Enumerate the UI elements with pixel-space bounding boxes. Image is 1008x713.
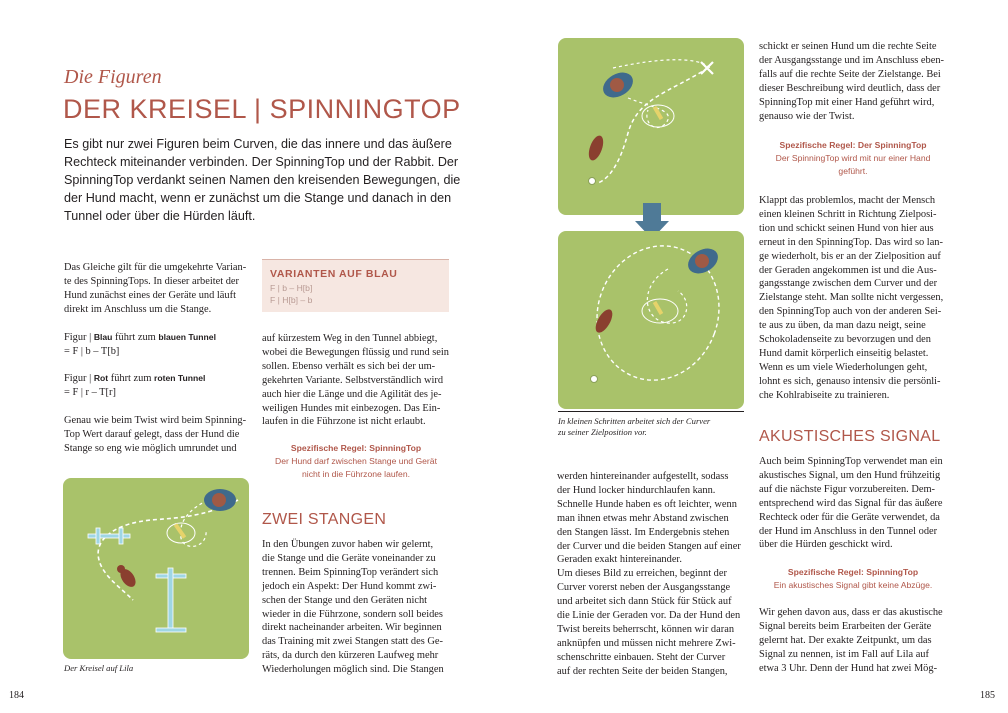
body-column-4-top — [759, 40, 951, 123]
body-line: direkt im Anschluss um die Stange. — [64, 303, 212, 315]
body-line: Hund zunächst eines der Geräte und läuft — [64, 289, 236, 301]
hurdle-icon — [88, 534, 130, 538]
formula-red: = F | r – T[r] — [64, 387, 116, 399]
body-line: weiligen Hundes mit einbezogen. Das Ein- — [262, 402, 441, 414]
rule-line: Der SpinningTop wird mit nur einer Hand — [775, 153, 931, 163]
variants-line: F | H[b] – b — [270, 295, 313, 305]
lead-paragraph — [64, 135, 464, 225]
page-number-right: 185 — [980, 690, 995, 701]
rule-heading: Spezifische Regel: SpinningTop — [787, 567, 919, 577]
body-line: sollen. Ebenso verhält es sich bei der um- — [262, 360, 436, 372]
body-line: SpinningTop mit einer Hand geführt wird, — [759, 96, 935, 108]
lead-line: Es gibt nur zwei Figuren beim Curven, die das innere und das äußere — [64, 137, 452, 151]
body-line: Auch beim SpinningTop verwendet man ein — [759, 456, 943, 467]
body-line: Wir gehen davon aus, dass er das akustische — [759, 607, 943, 618]
lead-line: Tunnel oder über die Hürden läuft. — [64, 209, 256, 223]
body-column-4-end — [759, 606, 951, 676]
section-kicker: Die Figuren — [64, 66, 162, 88]
body-line: anknüpfen und müssen nicht mehrere Zwi- — [557, 637, 736, 649]
body-line: erneut in den SpinningTop. Das wird so lan- — [759, 236, 943, 248]
body-line: Schnelle Hunde haben es oft leichter, wenn — [557, 498, 737, 510]
body-line: wieder in die Führzone, sondern soll beides — [262, 608, 443, 620]
figure-label: Figur — [64, 331, 87, 343]
body-line: schickt er seinen Hund um die rechte Seite — [759, 41, 937, 52]
pole-icon — [653, 301, 663, 315]
body-line: gangsstange zwischen dem Curver und der — [759, 278, 938, 290]
figure-mid: führt zum — [110, 373, 152, 385]
tunnel-label-red: roten Tunnel — [154, 373, 206, 384]
body-line: Stange so eng wie möglich umrundet und — [64, 443, 237, 455]
rule-line: Ein akustisches Signal gibt keine Abzüge. — [773, 580, 933, 590]
body-column-4-mid — [759, 194, 951, 403]
body-line: laufen in die Führzone ist nicht erlaubt. — [262, 416, 426, 428]
dog-icon — [592, 307, 615, 336]
agility-diagram — [63, 478, 249, 659]
body-line: akustisches Signal, um den Hund frühzeitig — [759, 469, 941, 481]
body-line: gelernt hat. Der exakte Zeitpunkt, um das — [759, 634, 932, 646]
figure-mid: führt zum — [115, 331, 156, 343]
start-marker-icon — [589, 178, 596, 185]
variants-box — [262, 259, 449, 312]
body-line: ge wiederholt, bis er an der Zielposition auf — [759, 250, 941, 262]
start-marker-icon — [591, 376, 598, 383]
rule-callout — [755, 139, 951, 178]
body-line: einen kleinen Schritt in Richtung Zielposi- — [759, 208, 937, 220]
body-line: direkt nacheinander arbeiten. Wir beginnen — [262, 622, 442, 634]
body-line: Um dieses Bild zu erreichen, beginnt der — [557, 568, 727, 580]
body-line: Genau wie beim Twist wird beim Spinning- — [64, 415, 247, 427]
body-line: der Geraden angekommen ist und die Aus- — [759, 264, 937, 276]
body-line: auf der rechten Seite der beiden Stangen, — [557, 665, 728, 677]
body-line: Hund damit körperlich einseitig belastet. — [759, 347, 929, 359]
body-line: räts, da durch den kürzeren Laufweg mehr — [262, 650, 439, 662]
rule-callout — [755, 566, 951, 592]
figure-bottom — [558, 231, 744, 409]
body-line: auf kürzestem Weg in den Tunnel abbiegt, — [262, 333, 438, 344]
tunnel-label-blue: blauen Tunnel — [158, 331, 216, 342]
body-line: entsprechend wird das Signal für das äußere — [759, 497, 943, 509]
lead-line: der Hund macht, wenn er zunächst um die Stange und danach in den — [64, 191, 452, 205]
page-title: DER KREISEL | SPINNINGTOP — [63, 94, 461, 124]
body-line: der Hund im Anschluss in den Tunnel oder — [759, 525, 938, 537]
body-line: das Training mit zwei Stangen statt des Ge- — [262, 636, 443, 648]
lead-line: SpinningTop verdankt seinen Namen den kreisenden Bewegungen, die — [64, 173, 461, 187]
body-line: Geraden exakt hintereinander. — [557, 554, 682, 566]
body-line: den Stangen lässt. Im Endergebnis stehen — [557, 526, 730, 538]
body-line: te aus zu üben, da man dazu neigt, seine — [759, 320, 926, 332]
body-line: der Hund locker hindurchlaufen kann. — [557, 484, 716, 496]
variants-line: F | b – H[b] — [270, 283, 313, 293]
body-line: trennen. Beim SpinningTop verändert sich — [262, 566, 439, 578]
dog-icon — [586, 134, 606, 163]
body-line: lohnt es sich, genauso intensiv die persönli- — [759, 375, 941, 387]
figure-blue-line: Figur | Blau führt zum blauen Tunnel — [64, 331, 216, 343]
body-line: Klappt das problemlos, macht der Mensch — [759, 195, 936, 206]
body-line: über die Hürden geschickt wird. — [759, 539, 893, 551]
rule-line: nicht in die Führzone laufen. — [302, 469, 410, 479]
section-heading-zwei-stangen: ZWEI STANGEN — [262, 511, 387, 528]
body-column-2 — [262, 332, 452, 429]
body-column-3 — [557, 470, 749, 679]
body-line: Rechteck oder für die Geräte verwendet, da — [759, 511, 940, 523]
figure-red-line: Figur | Rot führt zum roten Tunnel — [64, 373, 206, 385]
formula-blue: = F | b – T[b] — [64, 345, 120, 357]
body-line: Wiederholungen möglich sind. Die Stangen — [262, 664, 444, 676]
color-label-blue: Blau — [93, 331, 113, 342]
body-column-1 — [64, 261, 249, 456]
figure-top — [558, 38, 744, 215]
caption-rule — [558, 411, 744, 412]
body-line: Twist bereits beherrscht, können wir daran — [557, 623, 735, 635]
caption-line: In kleinen Schritten arbeitet sich der Curver — [558, 416, 711, 426]
body-line: schenschritte einbauen. Steht der Curver — [557, 651, 726, 663]
body-line: che Kohlrabiseite zu trainieren. — [759, 389, 890, 401]
body-column-4-low — [759, 455, 951, 552]
page-number-left: 184 — [9, 690, 24, 701]
body-line: die Linie der Geraden vor. Da der Hund den — [557, 610, 741, 622]
body-line: jedoch ein Aspekt: Der Hund kommt zwi- — [262, 580, 437, 592]
rule-heading: Spezifische Regel: SpinningTop — [290, 443, 422, 453]
body-line: schen der Stange und den Geräten nicht — [262, 594, 428, 606]
body-line: der Curver und die beiden Stangen auf einer — [557, 540, 741, 552]
body-line: Schokoladenseite zu bevorzugen und den — [759, 334, 931, 346]
body-line: Das Gleiche gilt für die umgekehrte Varian- — [64, 262, 247, 273]
body-line: falls auf die rechte Seite der Zielstange. Bei — [759, 68, 941, 80]
body-line: Wenn es um viele Wiederholungen geht, — [759, 361, 928, 373]
body-line: Signal bereits beim Erarbeiten der Geräte — [759, 620, 932, 632]
color-label-red: Rot — [93, 373, 109, 384]
body-line: den SpinningTop auch von der anderen Sei- — [759, 306, 942, 318]
body-column-2b — [262, 538, 454, 677]
body-line: Top Wert darauf gelegt, dass der Hund die — [64, 429, 240, 441]
body-line: te des SpinningTops. In dieser arbeitet der — [64, 275, 240, 287]
caption-line: zu seiner Zielposition vor. — [558, 427, 647, 437]
rule-callout — [258, 442, 454, 481]
section-heading-akustisches-signal: AKUSTISCHES SIGNAL — [759, 428, 941, 445]
target-cross-icon — [701, 62, 713, 74]
rule-heading: Spezifische Regel: Der SpinningTop — [779, 140, 927, 150]
body-line: dieser Beschreibung wird deutlich, dass der — [759, 82, 941, 94]
body-line: Zielstange steht. Man sollte nicht vergessen, — [759, 292, 944, 304]
pole-icon — [174, 523, 186, 538]
body-line: auch hier die Länge und die Agilität des je- — [262, 388, 442, 400]
figure-kreisel-lila — [63, 478, 249, 659]
body-line: genauso wie der Twist. — [759, 110, 855, 122]
figure-label: Figur — [64, 373, 87, 385]
body-line: etwa 3 Uhr. Denn der Hund hat zwei Mög- — [759, 662, 938, 674]
lead-line: Rechteck miteinander verbinden. Der SpinningTop und der Rabbit. Der — [64, 155, 459, 169]
body-line: Signal zu nennen, ist im Fall auf Lila auf — [759, 648, 929, 660]
variants-heading: VARIANTEN AUF BLAU — [270, 268, 398, 280]
rule-line: geführt. — [838, 166, 868, 176]
body-line: Curver vorerst neben der Ausgangsstange — [557, 582, 731, 594]
body-line: tion und schickt seinen Hund von hier aus — [759, 222, 934, 234]
body-line: gekehrten Variante. Selbstverständlich wird — [262, 374, 444, 386]
body-line: der Ausgangsstange und im Anschluss eben- — [759, 54, 944, 66]
body-line: wobei die Bewegungen flüssig und rund sein — [262, 346, 450, 358]
body-line: auf die nächste Figur vorzubereiten. Dem- — [759, 483, 935, 495]
figure-caption-right — [558, 416, 710, 438]
body-line: werden hintereinander aufgestellt, sodass — [557, 471, 729, 482]
rule-line: Der Hund darf zwischen Stange und Gerät — [275, 456, 437, 466]
body-line: die Stange und die Geräte voneinander zu — [262, 552, 436, 564]
figure-caption: Der Kreisel auf Lila — [64, 663, 134, 673]
body-line: man ihnen etwas mehr Abstand zwischen — [557, 512, 729, 524]
body-line: und arbeitet sich dann Stück für Stück auf — [557, 596, 732, 608]
body-line: In den Übungen zuvor haben wir gelernt, — [262, 539, 434, 550]
